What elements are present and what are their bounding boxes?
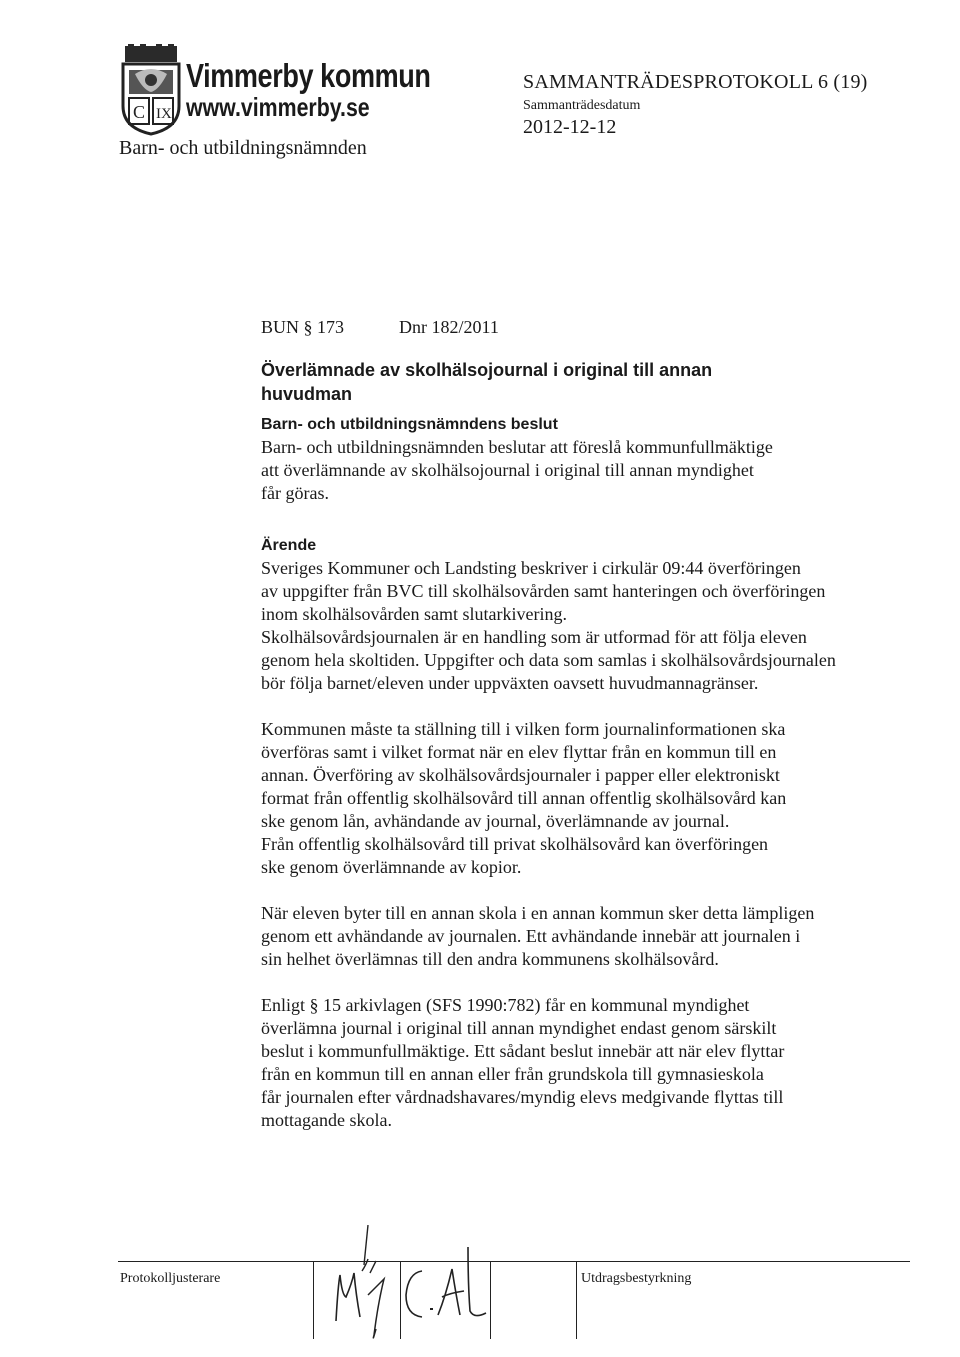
matter-heading: Ärende (261, 537, 317, 554)
text-line: ske genom överlämnande av kopior. (261, 857, 522, 877)
municipality-name: Vimmerby kommun (186, 57, 431, 94)
signature-divider (576, 1261, 577, 1339)
text-line: överföras samt i vilket format när en elev flyttar från en kommun till en (261, 742, 777, 762)
text-line: överlämna journal i original till annan myndighet endast genom särskilt (261, 1018, 777, 1038)
svg-text:C: C (133, 102, 146, 122)
text-line: sin helhet överlämnas till den andra kommunens skolhälsovård. (261, 949, 719, 969)
extract-certification-label: Utdragsbestyrkning (581, 1271, 692, 1286)
municipality-brand (186, 58, 484, 120)
signature-divider (313, 1261, 314, 1339)
text-line: annan. Överföring av skolhälsovårdsjournaler i papper eller elektroniskt (261, 765, 780, 785)
text-line: Barn- och utbildningsnämnden beslutar att föreslå kommunfullmäktige (261, 437, 773, 457)
text-line: bör följa barnet/eleven under uppväxten oavsett huvudmannagränser. (261, 673, 759, 693)
decision-heading: Barn- och utbildningsnämndens beslut (261, 416, 558, 433)
case-reference-line (261, 316, 901, 340)
department-name: Barn- och utbildningsnämnden (119, 137, 367, 159)
handwritten-signature-icon (318, 1225, 498, 1345)
text-line: av uppgifter från BVC till skolhälsovården samt hanteringen och överföringen (261, 581, 826, 601)
text-line: Sveriges Kommuner och Landsting beskriver i cirkulär 09:44 överföringen (261, 558, 801, 578)
matter-paragraph-3 (261, 902, 901, 971)
text-line: får göras. (261, 483, 329, 503)
case-number: Dnr 182/2011 (399, 317, 499, 337)
text-line: Skolhälsovårdsjournalen är en handling som är utformad för att följa eleven (261, 627, 807, 647)
document-body (261, 316, 901, 1132)
text-line: Från offentlig skolhälsovård till privat skolhälsovård kan överföringen (261, 834, 769, 854)
text-line: att överlämnande av skolhälsojournal i original till annan myndighet (261, 460, 754, 480)
text-line: format från offentlig skolhälsovård till annan offentlig skolhälsovård kan (261, 788, 787, 808)
matter-paragraph-2 (261, 718, 901, 879)
text-line: Enligt § 15 arkivlagen (SFS 1990:782) får en kommunal myndighet (261, 995, 750, 1015)
meeting-date-label: Sammanträdesdatum (523, 98, 641, 113)
municipal-coat-of-arms-icon (119, 44, 183, 136)
meeting-date: 2012-12-12 (523, 116, 617, 138)
svg-text:IX: IX (156, 106, 172, 122)
matter-paragraph-1 (261, 557, 901, 695)
document-type: SAMMANTRÄDESPROTOKOLL 6 (19) (523, 71, 868, 93)
text-line: inom skolhälsovården samt slutarkivering. (261, 604, 567, 624)
text-line: från en kommun till en annan eller från grundskola till gymnasieskola (261, 1064, 764, 1084)
footer-rule (118, 1261, 910, 1262)
case-title: Överlämnade av skolhälsojournal i original till annan huvudman (261, 360, 713, 404)
text-line: ske genom lån, avhändande av journal, överlämnande av journal. (261, 811, 730, 831)
text-line: Kommunen måste ta ställning till i vilken form journalinformationen ska (261, 719, 786, 739)
text-line: När eleven byter till en annan skola i en annan kommun sker detta lämpligen (261, 903, 815, 923)
text-line: genom hela skoltiden. Uppgifter och data som samlas i skolhälsovårdsjournalen (261, 650, 836, 670)
text-line: får journalen efter vårdnadshavares/myndig elevs medgivande flyttas till (261, 1087, 784, 1107)
text-line: beslut i kommunfullmäktige. Ett sådant beslut innebär att när elev flyttar (261, 1041, 785, 1061)
text-line: mottagande skola. (261, 1110, 392, 1130)
matter-paragraph-4 (261, 994, 901, 1132)
paragraph-reference: BUN § 173 (261, 317, 345, 337)
municipality-website[interactable]: www.vimmerby.se (186, 92, 370, 122)
signature-footer (118, 1261, 910, 1341)
protocol-adjuster-label: Protokolljusterare (120, 1271, 221, 1286)
decision-text (261, 436, 901, 505)
text-line: genom ett avhändande av journalen. Ett avhändande innebär att journalen i (261, 926, 801, 946)
